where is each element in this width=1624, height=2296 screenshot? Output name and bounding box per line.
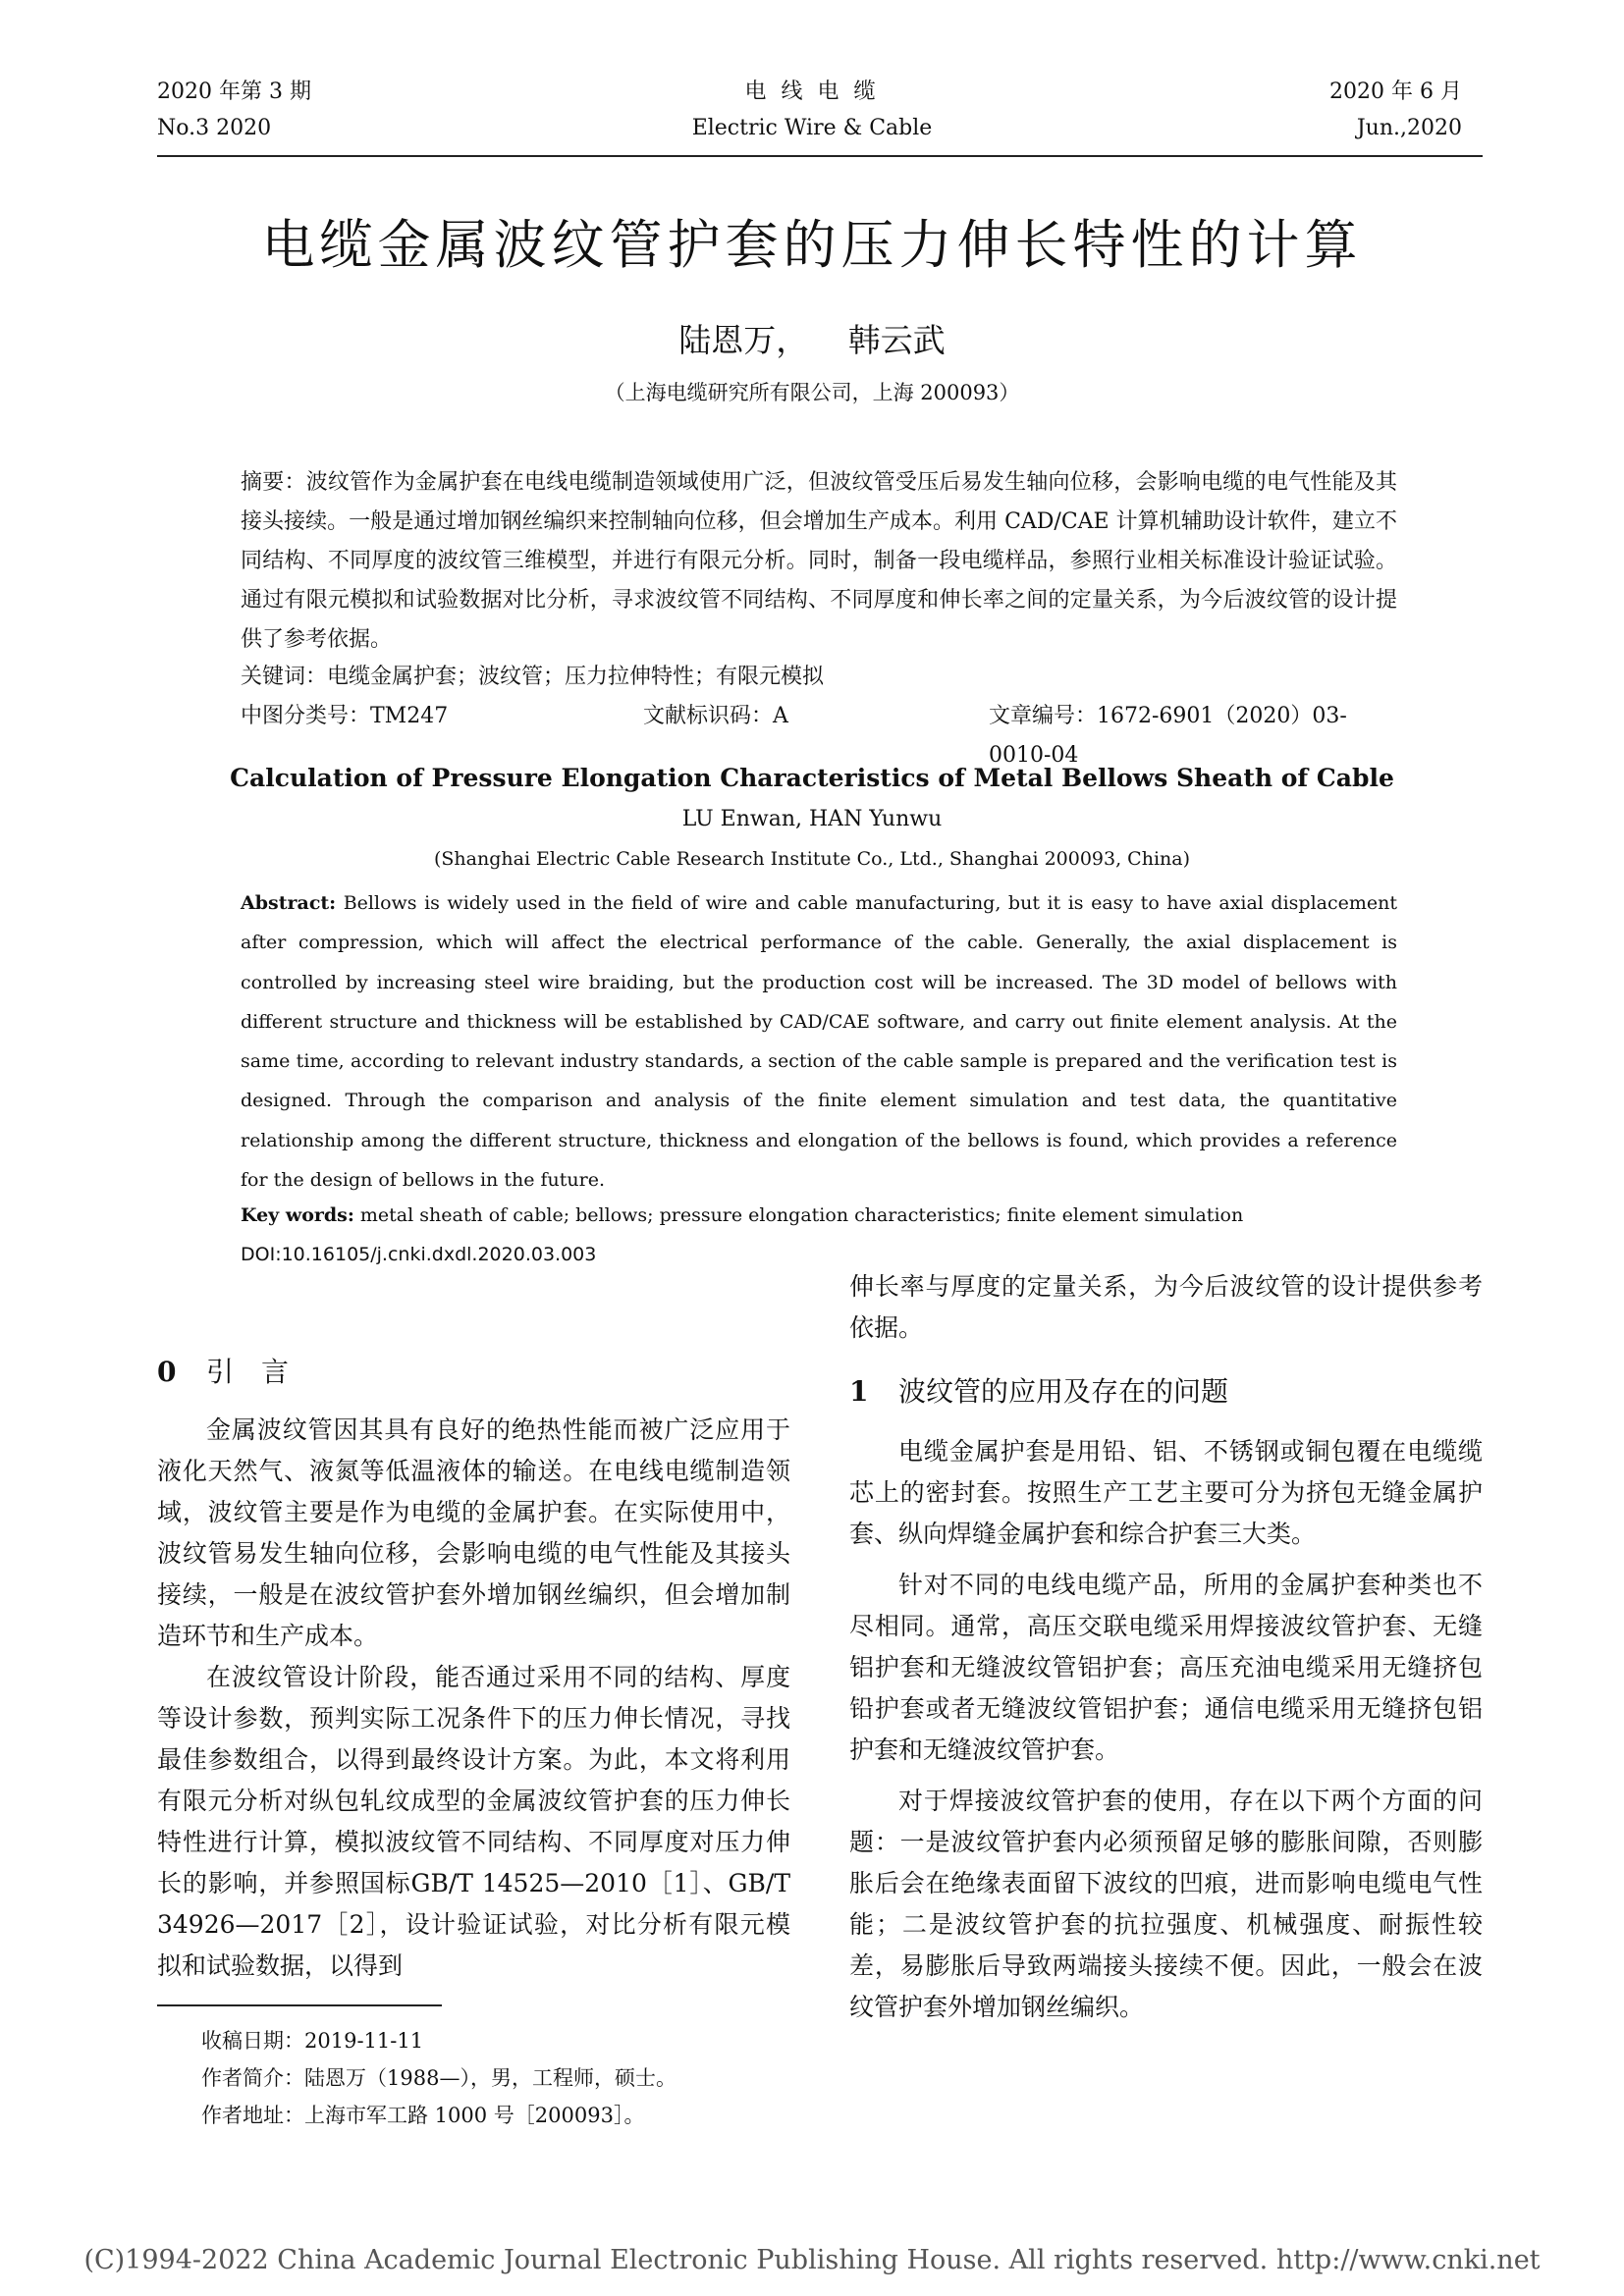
doi: DOI:10.16105/j.cnki.dxdl.2020.03.003 (241, 1244, 597, 1265)
keywords-en (241, 1200, 1397, 1231)
affiliation: （上海电缆研究所有限公司，上海 200093） (604, 381, 1020, 404)
authors: 陆恩万， 韩云武 (678, 321, 946, 359)
abstract-cn: 摘要：波纹管作为金属护套在电线电缆制造领域使用广泛，但波纹管受压后易发生轴向位移，会影响电缆的电气性能及其接头接续。一般是通过增加钢丝编织来控制轴向位移，但会增加生产成本。利用 CAD/CAE 计算机辅助设计软件，建立不同结构、不同厚度的波纹管三维模型，并进行有限元分析。同时，制备一段电缆样品，参照行业相关标准设计验证试验。通过有限元模拟和试验数据对比分析，寻求波纹管不同结构、不同厚度和伸长率之间的定量关系，为今后波纹管的设计提供了参考依据。 (241, 470, 1397, 652)
keywords-en-text: metal sheath of cable; bellows; pressure elongation characteristics; finite element simulation (353, 1204, 1244, 1226)
header-date-cn: 2020 年 6 月 (1329, 80, 1462, 104)
section-1-paragraph-1: 电缆金属护套是用铅、铝、不锈钢或铜包覆在电缆缆芯上的密封套。按照生产工艺主要可分为挤包无缝金属护套、纵向焊缝金属护套和综合护套三大类。 (849, 1437, 1483, 1548)
section-1-heading (849, 1372, 1483, 1412)
continuation-paragraph: 伸长率与厚度的定量关系，为今后波纹管的设计提供参考依据。 (849, 1272, 1483, 1342)
header-issue-en: No.3 2020 (157, 116, 272, 140)
header-issue-cn: 2020 年第 3 期 (157, 80, 311, 104)
abstract-en (241, 883, 1397, 1200)
header-journal-en: Electric Wire & Cable (691, 116, 933, 140)
english-authors: LU Enwan, HAN Yunwu (681, 807, 943, 831)
author-bio: 作者简介：陆恩万（1988—），男，工程师，硕士。 (201, 2066, 677, 2090)
header-date-en: Jun.,2020 (1356, 116, 1462, 140)
section-1-paragraph-3: 对于焊接波纹管护套的使用，存在以下两个方面的问题：一是波纹管护套内必须预留足够的膨胀间隙，否则膨胀后会在绝缘表面留下波纹的凹痕，进而影响电缆电气性能；二是波纹管护套的抗拉强度、机械强度、耐振性较差，易膨胀后导致两端接头接续不便。因此，一般会在波纹管护套外增加钢丝编织。 (849, 1787, 1483, 2021)
section-0-paragraph-1: 金属波纹管因其具有良好的绝热性能而被广泛应用于液化天然气、液氮等低温液体的输送。在电线电缆制造领域，波纹管主要是作为电缆的金属护套。在实际使用中，波纹管易发生轴向位移，会影响电缆的电气性能及其接头接续，一般是在波纹管护套外增加钢丝编织，但会增加制造环节和生产成本。 (157, 1415, 790, 1650)
english-title: Calculation of Pressure Elongation Characteristics of Metal Bellows Sheath of Cable (230, 764, 1394, 792)
abstract-en-text: Bellows is widely used in the field of wire and cable manufacturing, but it is easy to have axial displacement after compression, which will affect the electrical performance of the cable. Generally, the axial displacement is controlled by increasing steel wire braiding, but the production cost will be increased. The 3D model of bellows with different structure and thickness will be established by CAD/CAE software, and carry out finite element analysis. At the same time, according to relevant industry standards, a section of the cable sample is prepared and the verification test is designed. Through the comparison and analysis of the finite element simulation and test data, the quantitative relationship among the different structure, thickness and elongation of the bellows is found, which provides a reference for the design of bellows in the future. (241, 892, 1397, 1192)
right-column (849, 1266, 1483, 2028)
section-0-number: 0 (157, 1356, 177, 1388)
section-1-title: 波纹管的应用及存在的问题 (898, 1375, 1229, 1408)
keywords-en-label: Key words: (241, 1204, 354, 1226)
received-date: 收稿日期：2019-11-11 (201, 2029, 424, 2053)
classification-row (241, 697, 1397, 768)
section-0-title: 引 言 (206, 1356, 290, 1388)
document-code: 文献标识码：A (643, 704, 788, 728)
left-column (157, 1353, 790, 1987)
clc-number: 中图分类号：TM247 (241, 704, 449, 728)
english-affiliation: (Shanghai Electric Cable Research Institute Co., Ltd., Shanghai 200093, China) (433, 848, 1191, 870)
copyright-line: (C)1994-2022 China Academic Journal Electronic Publishing House. All rights reserved. http://www.cnki.net (83, 2245, 1541, 2275)
footnote (201, 2022, 790, 2134)
header-rule (157, 155, 1483, 157)
header-journal-cn: 电 线 电 缆 (744, 80, 880, 104)
section-1-paragraph-2: 针对不同的电线电缆产品，所用的金属护套种类也不尽相同。通常，高压交联电缆采用焊接波纹管护套、无缝铝护套和无缝波纹管铝护套；高压充油电缆采用无缝挤包铅护套或者无缝波纹管铝护套；通信电缆采用无缝挤包铝护套和无缝波纹管护套。 (849, 1571, 1483, 1764)
keywords-cn: 关键词：电缆金属护套；波纹管；压力拉伸特性；有限元模拟 (241, 665, 825, 689)
section-0-heading (157, 1353, 790, 1392)
section-0-paragraph-2: 在波纹管设计阶段，能否通过采用不同的结构、厚度等设计参数，预判实际工况条件下的压力伸长情况，寻找最佳参数组合，以得到最终设计方案。为此，本文将利用有限元分析对纵包轧纹成型的金属波纹管护套的压力伸长特性进行计算，模拟波纹管不同结构、不同厚度对压力伸长的影响，并参照国标GB/T 14525—2010［1］、GB/T 34926—2017［2］，设计验证试验，对比分析有限元模拟和试验数据，以得到 (157, 1663, 790, 1980)
author-address: 作者地址：上海市军工路 1000 号［200093］。 (201, 2104, 645, 2127)
footnote-rule (157, 2004, 442, 2006)
paper-title: 电缆金属波纹管护套的压力伸长特性的计算 (261, 214, 1363, 276)
abstract-en-label: Abstract: (241, 892, 337, 914)
article-number: 文章编号：1672-6901（2020）03-0010-04 (989, 704, 1347, 768)
section-1-number: 1 (849, 1375, 869, 1408)
